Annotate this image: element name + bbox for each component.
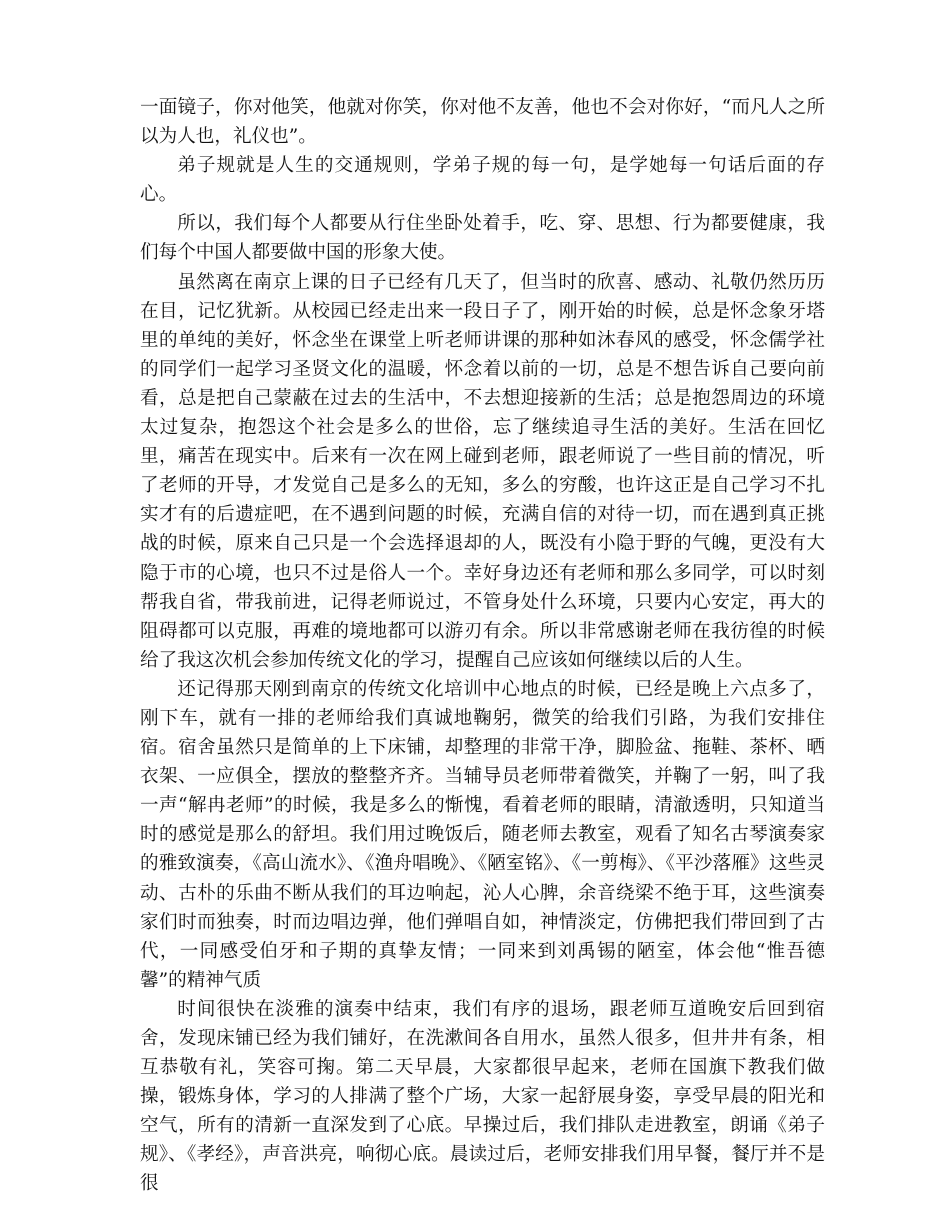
paragraph-3: 所以，我们每个人都要从行住坐卧处着手，吃、穿、思想、行为都要健康，我们每个中国人都要做中国的形象大使。: [140, 213, 825, 264]
paragraph-5: 还记得那天刚到南京的传统文化培训中心地点的时候，已经是晚上六点多了，刚下车，就有一排的老师给我们真诚地鞠躬，微笑的给我们引路，为我们安排住宿。宿舍虽然只是简单的上下床铺，却整理的非常干净，脚脸盆、拖鞋、茶杯、晒衣架、一应俱全，摆放的整整齐齐。当辅导员老师带着微笑，并鞠了一躬，叫了我一声“解冉老师”的时候，我是多么的惭愧，看着老师的眼睛，清澈透明，只知道当时的感觉是那么的舒坦。我们用过晚饭后，随老师去教室，观看了知名古琴演奏家的雅致演奏，《高山流水》、《渔舟唱晚》、《陋室铭》、《一剪梅》、《平沙落雁》这些灵动、古朴的乐曲不断从我们的耳边响起，沁人心脾，余音绕梁不绝于耳，这些演奏家们时而独奏，时而边唱边弹，他们弹唱自如，神情淡定，仿佛把我们带回到了古代，一同感受伯牙和子期的真挚友情；一同来到刘禹锡的陋室，体会他“惟吾德馨”的精神气质: [140, 678, 825, 991]
document-page: [140, 93, 825, 1199]
paragraph-4: 虽然离在南京上课的日子已经有几天了，但当时的欣喜、感动、礼敬仍然历历在目，记忆犹新。从校园已经走出来一段日子了，刚开始的时候，总是怀念象牙塔里的单纯的美好，怀念坐在课堂上听老师讲课的那种如沐春风的感受，怀念儒学社的同学们一起学习圣贤文化的温暖，怀念着以前的一切，总是不想告诉自己要向前看，总是把自己蒙蔽在过去的生活中，不去想迎接新的生活；总是抱怨周边的环境太过复杂，抱怨这个社会是多么的世俗，忘了继续追寻生活的美好。生活在回忆里，痛苦在现实中。后来有一次在网上碰到老师，跟老师说了一些目前的情况，听了老师的开导，才发觉自己是多么的无知，多么的穷酸，也许这正是自己学习不扎实才有的后遗症吧，在不遇到问题的时候，充满自信的对待一切，而在遇到真正挑战的时候，原来自己只是一个会选择退却的人，既没有小隐于野的气魄，更没有大隐于市的心境，也只不过是俗人一个。幸好身边还有老师和那么多同学，可以时刻帮我自省，带我前进，记得老师说过，不管身处什么环境，只要内心安定，再大的阻碍都可以克服，再难的境地都可以游刃有余。所以非常感谢老师在我彷徨的时候给了我这次机会参加传统文化的学习，提醒自己应该如何继续以后的人生。: [140, 271, 825, 671]
paragraph-1: 一面镜子，你对他笑，他就对你笑，你对他不友善，他也不会对你好，“而凡人之所以为人也，礼仪也”。: [140, 97, 825, 148]
paragraph-2: 弟子规就是人生的交通规则，学弟子规的每一句，是学她每一句话后面的存心。: [140, 155, 825, 206]
paragraph-6: 时间很快在淡雅的演奏中结束，我们有序的退场，跟老师互道晚安后回到宿舍，发现床铺已经为我们铺好，在洗漱间各自用水，虽然人很多，但井井有条，相互恭敬有礼，笑容可掬。第二天早晨，大家都很早起来，老师在国旗下教我们做操，锻炼身体，学习的人排满了整个广场，大家一起舒展身姿，享受早晨的阳光和空气，所有的清新一直深发到了心底。早操过后，我们排队走进教室，朗诵《弟子规》、《孝经》，声音洪亮，响彻心底。晨读过后，老师安排我们用早餐，餐厅并不是很: [140, 998, 825, 1195]
